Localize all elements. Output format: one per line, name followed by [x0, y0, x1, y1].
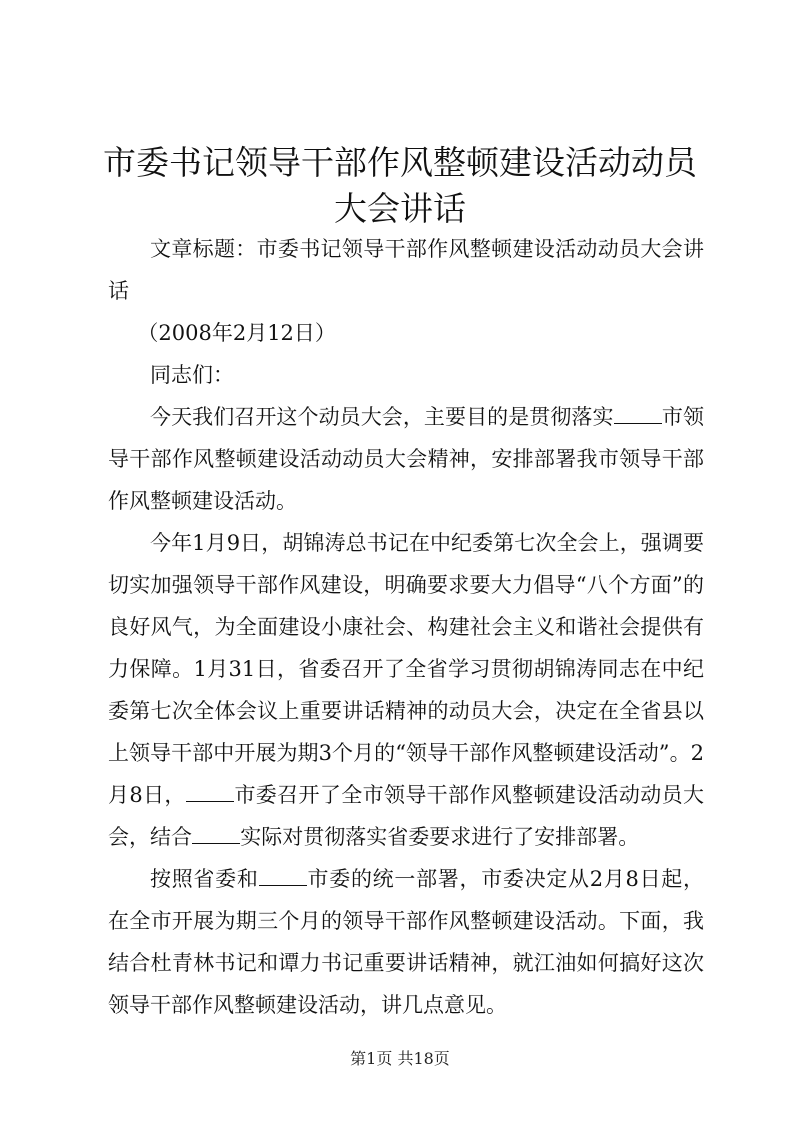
page-number-footer: 第1页 共18页 — [350, 1049, 450, 1068]
paragraph-3 — [108, 858, 704, 1026]
paragraph-1-part-b: 市领导干部作风整顿建设活动动员大会精神，安排部署我市领导干部作风整顿建设活动。 — [108, 405, 705, 513]
paragraph-1-part-a: 今天我们召开这个动员大会，主要目的是贯彻落实 — [150, 405, 614, 429]
paragraph-3-part-a: 按照省委和 — [150, 867, 259, 891]
paragraph-2-part-c: 实际对贯彻落实省委要求进行了安排部署。 — [240, 825, 640, 849]
paragraph-3-part-b: 市委的统一部署，市委决定从2月8日起，在全市开展为期三个月的领导干部作风整顿建设活动。下面，我结合杜青林书记和谭力书记重要讲话精神，就江油如何搞好这次领导干部作风整顿建设活动，讲几点意见。 — [108, 867, 704, 1017]
speech-date: （2008年2月12日） — [137, 321, 336, 345]
salutation: 同志们： — [150, 363, 234, 387]
document-body — [108, 228, 704, 1026]
blank-underline — [186, 782, 234, 802]
blank-underline — [614, 404, 662, 424]
paragraph-1 — [108, 396, 704, 522]
paragraph-2-part-a: 今年1月9日，胡锦涛总书记在中纪委第七次全会上，强调要切实加强领导干部作风建设，明确要求要大力倡导“八个方面”的良好风气，为全面建设小康社会、构建社会主义和谐社会提供有力保障。1月31日，省委召开了全省学习贯彻胡锦涛同志在中纪委第七次全体会议上重要讲话精神的动员大会，决定在全省县以上领导干部中开展为期3个月的“领导干部作风整顿建设活动”。2月8日， — [108, 531, 704, 807]
blank-underline — [259, 866, 307, 886]
article-title-line: 文章标题：市委书记领导干部作风整顿建设活动动员大会讲话 — [108, 237, 704, 303]
paragraph-2-part-b: 市委召开了全市领导干部作风整顿建设活动动员大会，结合 — [108, 783, 704, 849]
document-title: 市委书记领导干部作风整顿建设活动动员大会讲话 — [103, 143, 697, 228]
paragraph-2 — [108, 522, 704, 858]
blank-underline — [192, 824, 240, 844]
